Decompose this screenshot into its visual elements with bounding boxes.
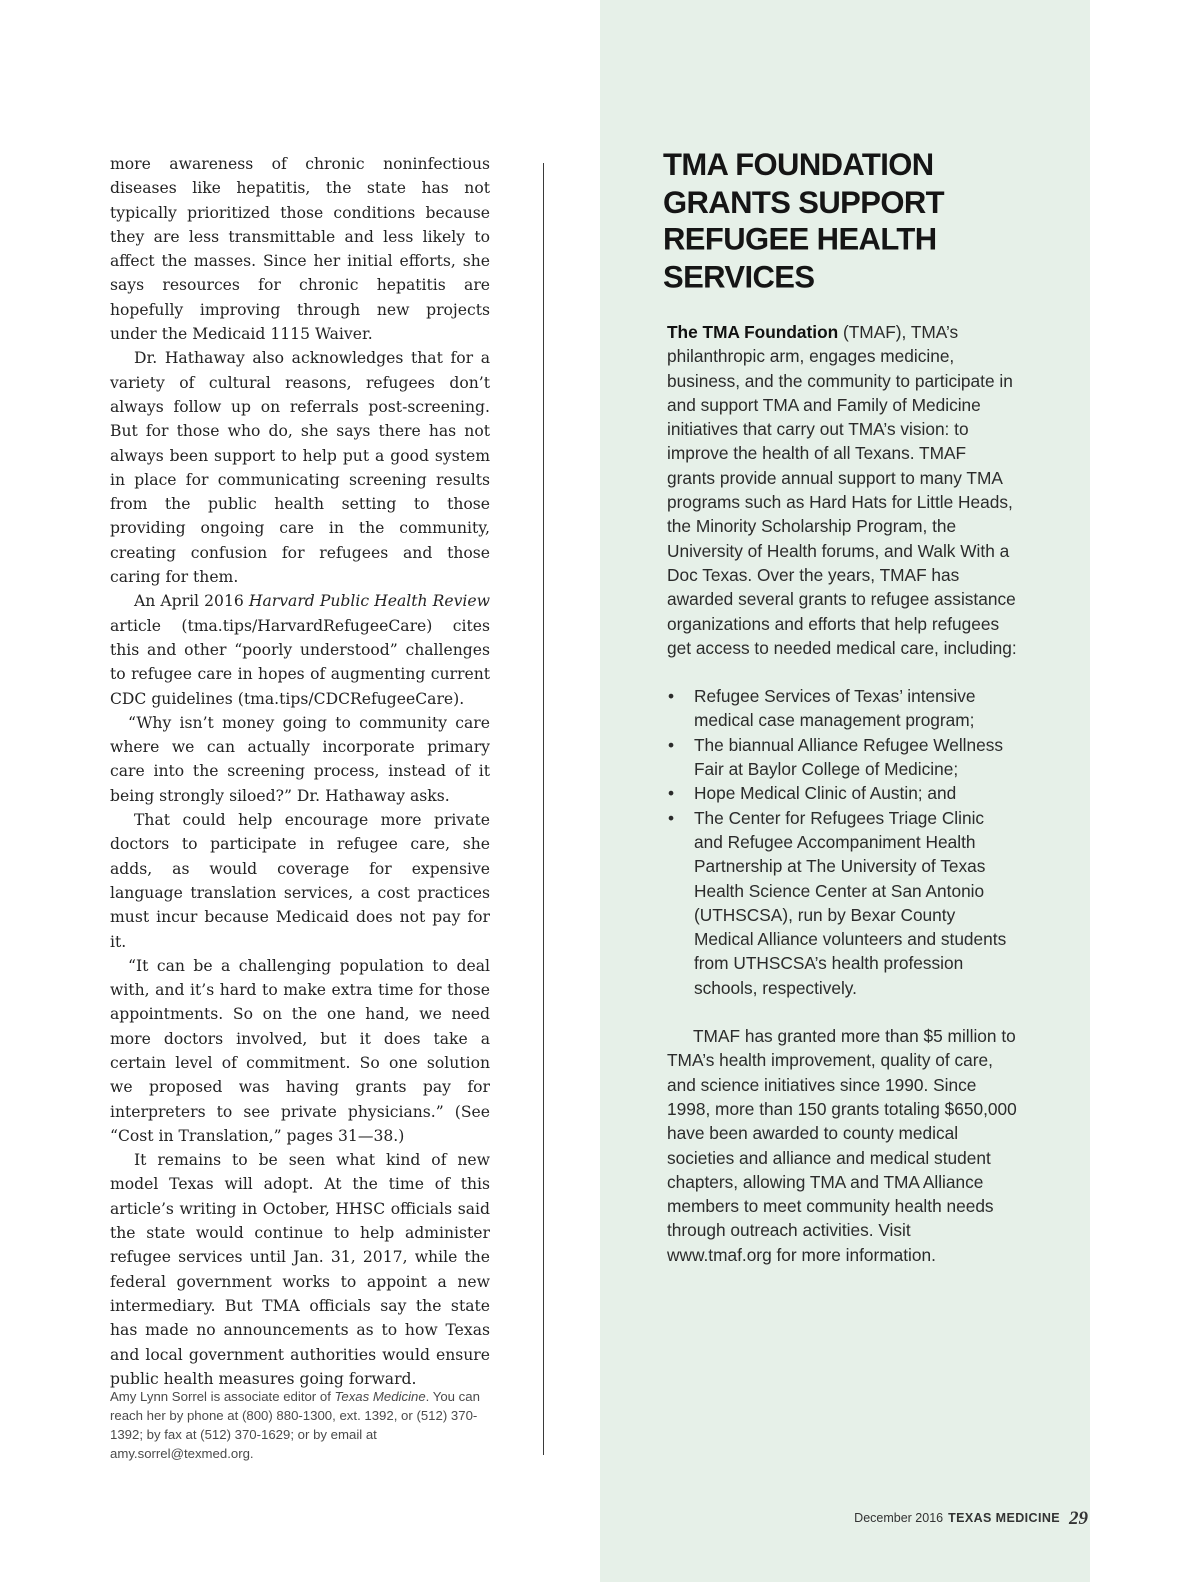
page-number: 29 — [1069, 1508, 1088, 1529]
grant-list — [667, 684, 1017, 1000]
list-item — [667, 806, 1017, 1000]
bullet-icon: • — [668, 734, 675, 755]
foundation-name: The TMA Foundation — [667, 322, 839, 342]
list-item-text: Refugee Services of Texas’ intensive medical case management program; — [694, 686, 976, 731]
bio-text: . You can reach her by phone at (800) 880-1300, ext. 1392, or (512) 370-1392; by fax at (512) 370-1629; or by email at amy.sorrel@texmed.org. — [110, 1389, 480, 1461]
article-text: An April 2016 — [134, 592, 249, 611]
page-footer — [854, 1508, 1088, 1530]
article-paragraph: That could help encourage more private doctors to participate in refugee care, she adds, as would coverage for expensive language translation services, a cost practices must incur because Medicaid does not pay for it. — [110, 811, 490, 951]
sidebar-intro-text: (TMAF), TMA’s philanthropic arm, engages medicine, business, and the community to participate in and support TMA and Family of Medicine initiatives that carry out TMA’s vision: to improve the health of all Texans. TMAF grants provide annual support to many TMA programs such as Hard Hats for Little Heads, the Minority Scholarship Program, the University of Health forums, and Walk With a Doc Texas. Over the years, TMAF has awarded several grants to refugee assistance organizations and efforts that help refugees get access to needed medical care, including: — [667, 322, 1017, 658]
article-text: article (tma.tips/HarvardRefugeeCare) cites this and other “poorly understood” challenges to refugee care in hopes of augmenting current CDC guidelines (tma.tips/CDCRefugeeCare). — [110, 616, 490, 708]
article-column — [110, 152, 490, 1391]
sidebar-intro — [667, 320, 1017, 660]
bullet-icon: • — [668, 686, 675, 707]
sidebar-closing: TMAF has granted more than $5 million to TMA’s health improvement, quality of care, and science initiatives since 1990. Since 1998, more than 150 grants totaling $650,000 have been awarded to county medical societies and alliance and medical student chapters, allowing TMA and TMA Alliance members to meet community health needs through outreach activities. Visit www.tmaf.org for more information. — [667, 1026, 1017, 1265]
publication-title: Harvard Public Health Review — [248, 592, 490, 611]
issue-date: December 2016 — [854, 1511, 944, 1525]
article-paragraph: It remains to be seen what kind of new model Texas will adopt. At the time of this article’s writing in October, HHSC officials said the state would continue to help administer refugee services until Jan. 31, 2017, while the federal government works to appoint a new intermediary. But TMA officials say the state has made no announcements as to how Texas and local government authorities would ensure public health measures going forward. — [110, 1151, 490, 1388]
column-divider — [543, 163, 544, 1455]
list-item — [667, 781, 1017, 805]
list-item-text: The Center for Refugees Triage Clinic and Refugee Accompaniment Health Partnership at The University of Texas Health Science Center at San Antonio (UTHSCSA), run by Bexar County Medical Alliance volunteers and students from UTHSCSA’s health profession schools, respectively. — [694, 807, 1007, 998]
magazine-name: Texas Medicine — [334, 1389, 426, 1404]
list-item-text: Hope Medical Clinic of Austin; and — [694, 783, 957, 804]
sidebar-body — [667, 320, 1017, 1267]
sidebar-title: TMA FOUNDATION GRANTS SUPPORT REFUGEE HEALTH SERVICES — [663, 146, 944, 294]
list-item — [667, 684, 1017, 733]
bullet-icon: • — [668, 783, 675, 804]
list-item — [667, 733, 1017, 782]
article-paragraph — [110, 589, 490, 710]
article-paragraph: “It can be a challenging population to deal with, and it’s hard to make extra time for those appointments. So on the one hand, we need more doctors involved, but it does take a certain level of commitment. So one solution we proposed was having grants pay for interpreters to see private physicians.” (See “Cost in Translation,” pages 31—38.) — [110, 956, 490, 1145]
article-paragraph: Dr. Hathaway also acknowledges that for a variety of cultural reasons, refugees don’t always follow up on referrals post-screening. But for those who do, she says there has not always been support to help put a good system in place for communicating screening results from the public health setting to those providing ongoing care in the community, creating confusion for refugees and those caring for them. — [110, 349, 490, 587]
bullet-icon: • — [668, 807, 675, 828]
list-item-text: The biannual Alliance Refugee Wellness Fair at Baylor College of Medicine; — [694, 734, 1004, 780]
magazine-title: TEXAS MEDICINE — [948, 1511, 1060, 1525]
article-paragraph: “Why isn’t money going to community care where we can actually incorporate primary care into the screening process, instead of it being strongly siloed?” Dr. Hathaway asks. — [110, 713, 490, 805]
article-paragraph: more awareness of chronic noninfectious diseases like hepatitis, the state has not typically prioritized those conditions because they are less transmittable and less likely to affect the masses. Since her initial efforts, she says resources for chronic hepatitis are hopefully improving through new projects under the Medicaid 1115 Waiver. — [110, 155, 490, 344]
bio-text: Amy Lynn Sorrel is associate editor of — [110, 1389, 335, 1404]
author-bio — [110, 1387, 490, 1463]
